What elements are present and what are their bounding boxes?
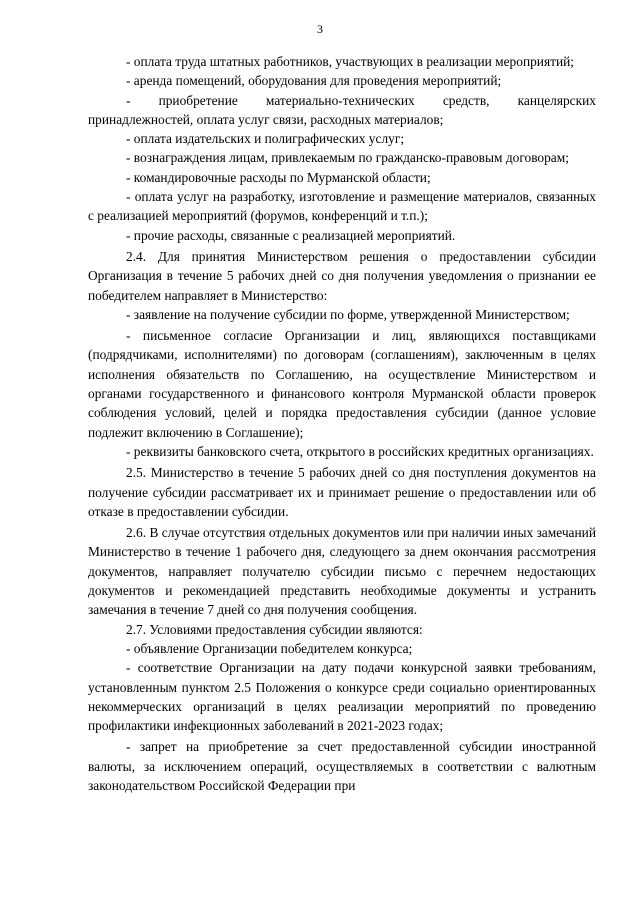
list-item-consent: - письменное согласие Организации и лиц, являющихся поставщиками (подрядчиками, исполнителями) по договорам (соглашениям), заключенным в целях исполнения обязательств по Соглашению, на осуществление Министерством и органами государственного и финансового контроля Мурманской области проверок соблюдения условий, целей и порядка предоставления субсидии (данное условие подлежит включению в Соглашение); bbox=[88, 328, 596, 440]
list-item-application: - заявление на получение субсидии по форме, утвержденной Министерством; bbox=[126, 306, 570, 322]
list-item-travel: - командировочные расходы по Мурманской области; bbox=[126, 169, 431, 185]
list-item-other-expenses: - прочие расходы, связанные с реализацией мероприятий. bbox=[126, 227, 456, 243]
list-item-staff-wages: - оплата труда штатных работников, участвующих в реализации мероприятий; bbox=[126, 54, 575, 69]
list-item-materials: - приобретение материально-технических средств, канцелярских принадлежностей, оплата услуг связи, расходных материалов; bbox=[88, 92, 596, 127]
list-item-contract-fees: - вознаграждения лицам, привлекаемым по гражданско-правовым договорам; bbox=[126, 150, 569, 166]
page-number: 3 bbox=[317, 22, 323, 36]
list-item-compliance: - соответствие Организации на дату подачи конкурсной заявки требованиям, установленным пунктом 2.5 Положения о конкурсе среди социально ориентированных некоммерческих организаций в целях реализации мероприятий по проведению профилактики инфекционных заболеваний в 2021-2023 годах; bbox=[88, 660, 596, 734]
clause-2-7: 2.7. Условиями предоставления субсидии являются: bbox=[126, 621, 423, 637]
list-item-winner: - объявление Организации победителем конкурса; bbox=[126, 640, 413, 656]
clause-2-6: 2.6. В случае отсутствия отдельных документов или при наличии иных замечаний Министерство в течение 1 рабочего дня, следующего за днем окончания рассмотрения документов, направляет получателю субсидии письмо с перечнем недостающих документов и рекомендацией представить необходимые документы и устранить замечания в течение 7 дней со дня получения сообщения. bbox=[88, 525, 596, 618]
clause-2-4: 2.4. Для принятия Министерством решения о предоставлении субсидии Организация в течение 5 рабочих дней со дня получения уведомления о признании ее победителем направляет в Министерство: bbox=[88, 248, 596, 303]
document-body bbox=[88, 52, 596, 795]
list-item-currency-ban: - запрет на приобретение за счет предоставленной субсидии иностранной валюты, за исключением операций, осуществляемых в соответствии с валютным законодательством Российской Федерации при bbox=[88, 739, 596, 793]
list-item-materials-services: - оплата услуг на разработку, изготовление и размещение материалов, связанных с реализацией мероприятий (форумов, конференций и т.п.); bbox=[88, 189, 596, 224]
list-item-bank-details: - реквизиты банковского счета, открытого в российских кредитных организациях. bbox=[126, 443, 594, 459]
list-item-rent: - аренда помещений, оборудования для проведения мероприятий; bbox=[126, 73, 502, 89]
clause-2-5: 2.5. Министерство в течение 5 рабочих дней со дня поступления документов на получение субсидии рассматривает их и принимает решение о предоставлении или об отказе в предоставлении субсидии. bbox=[88, 465, 596, 519]
list-item-publishing: - оплата издательских и полиграфических услуг; bbox=[126, 131, 405, 147]
